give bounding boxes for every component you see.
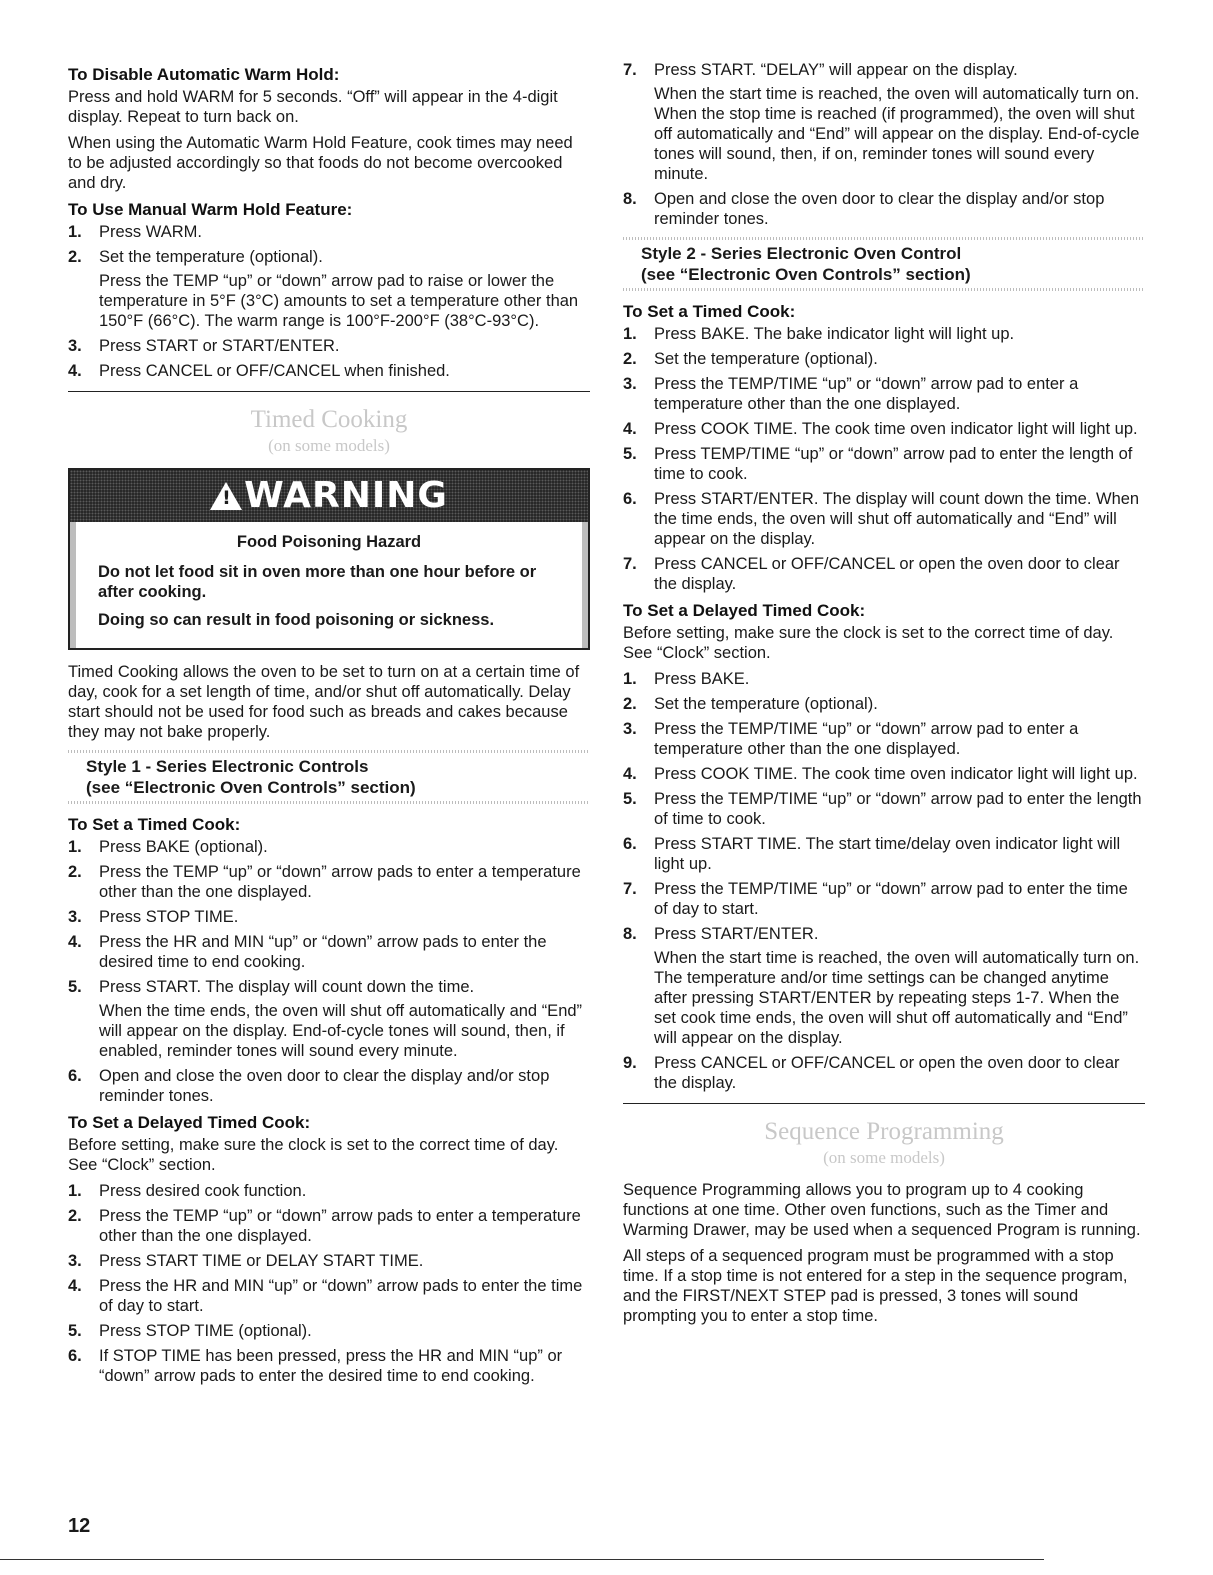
- step-body: [99, 977, 590, 1061]
- step-body: [99, 1276, 590, 1316]
- left-column: [68, 60, 590, 1392]
- step-number: 6.: [68, 1347, 82, 1365]
- step-number: 7.: [623, 61, 637, 79]
- step-item: [68, 1276, 590, 1316]
- warning-triangle-icon: !: [210, 482, 242, 510]
- step-text: Press START or START/ENTER.: [99, 337, 340, 355]
- sequence-programming-text-2: All steps of a sequenced program must be programmed with a stop time. If a stop time is not entered for a step in the sequence program, and the FIRST/NEXT STEP pad is pressed, 3 tones will sound prompting you to enter a stop time.: [623, 1247, 1128, 1325]
- step-body: [654, 764, 1145, 784]
- step-body: [99, 1181, 590, 1201]
- style2-timed-cook-steps: [623, 324, 1145, 594]
- step-item: [68, 932, 590, 972]
- disable-warm-hold-text: Press and hold WARM for 5 seconds. “Off” will appear in the 4-digit display. Repeat to turn back on.: [68, 88, 558, 126]
- step-text: Press the TEMP/TIME “up” or “down” arrow pad to enter the length of time to cook.: [654, 790, 1142, 828]
- step-body: [654, 554, 1145, 594]
- step-number: 3.: [68, 337, 82, 355]
- section-divider: [623, 1103, 1145, 1104]
- step-text: Press the TEMP “up” or “down” arrow pads to enter a temperature other than the one displayed.: [99, 863, 581, 901]
- step-number: 2.: [623, 695, 637, 713]
- step-number: 2.: [68, 863, 82, 881]
- step-item: [623, 694, 1145, 714]
- page-number: 12: [68, 1515, 91, 1537]
- step-text: Press BAKE (optional).: [99, 838, 268, 856]
- manual-warm-hold-steps: [68, 222, 590, 381]
- step-body: [654, 789, 1145, 829]
- step-item: [623, 834, 1145, 874]
- style2-box: [623, 237, 1145, 291]
- step-text: Press START/ENTER.: [654, 925, 819, 943]
- step-body: [654, 1053, 1145, 1093]
- step-number: 5.: [623, 445, 637, 463]
- step-text: Press STOP TIME.: [99, 908, 239, 926]
- step-item: [68, 1206, 590, 1246]
- step-text: If STOP TIME has been pressed, press the HR and MIN “up” or “down” arrow pads to enter the desired time to end cooking.: [99, 1347, 563, 1385]
- step-text: Open and close the oven door to clear the display and/or stop reminder tones.: [654, 190, 1105, 228]
- warning-box: [68, 468, 590, 650]
- disable-warm-hold-heading: To Disable Automatic Warm Hold:: [68, 65, 340, 84]
- step-body: [99, 932, 590, 972]
- step-text: Press BAKE. The bake indicator light will light up.: [654, 325, 1015, 343]
- step-number: 4.: [68, 1277, 82, 1295]
- step-body: [654, 60, 1145, 184]
- step-number: 3.: [68, 908, 82, 926]
- style2-delayed-cook-steps: [623, 669, 1145, 1093]
- step-text: Press WARM.: [99, 223, 202, 241]
- step-text: Set the temperature (optional).: [654, 695, 878, 713]
- step-text: Press COOK TIME. The cook time oven indicator light will light up.: [654, 765, 1138, 783]
- warning-header: [70, 470, 588, 522]
- step-number: 7.: [623, 555, 637, 573]
- style1-timed-cook-steps: [68, 837, 590, 1106]
- style2-timed-cook-heading: To Set a Timed Cook:: [623, 302, 796, 321]
- step-body: [654, 324, 1145, 344]
- step-body: [654, 924, 1145, 1048]
- step-number: 1.: [68, 838, 82, 856]
- step-text: Press BAKE.: [654, 670, 750, 688]
- style1-delayed-cook-steps: [68, 1181, 590, 1386]
- style1-delayed-cook-heading: To Set a Delayed Timed Cook:: [68, 1113, 311, 1132]
- step-item: [68, 1181, 590, 1201]
- step-body: [654, 374, 1145, 414]
- style2-delayed-cook-intro: Before setting, make sure the clock is set to the correct time of day. See “Clock” section.: [623, 624, 1114, 662]
- step-text: Press the HR and MIN “up” or “down” arrow pads to enter the time of day to start.: [99, 1277, 583, 1315]
- step-item: [68, 361, 590, 381]
- step-number: 4.: [68, 362, 82, 380]
- step-text: Press STOP TIME (optional).: [99, 1322, 312, 1340]
- step-number: 6.: [68, 1067, 82, 1085]
- bottom-rule: [0, 1559, 1044, 1560]
- step-item: [68, 247, 590, 331]
- step-text: Press CANCEL or OFF/CANCEL or open the oven door to clear the display.: [654, 1054, 1120, 1092]
- step-item: [623, 444, 1145, 484]
- step-number: 1.: [68, 223, 82, 241]
- step-number: 5.: [68, 978, 82, 996]
- step-number: 2.: [68, 248, 82, 266]
- timed-cooking-intro: Timed Cooking allows the oven to be set to turn on at a certain time of day, cook for a set length of time, and/or shut off automatically. Delay start should not be used for food such as breads and cakes because they may not bake properly.: [68, 663, 580, 741]
- step-body: [654, 879, 1145, 919]
- step-text: Set the temperature (optional).: [654, 350, 878, 368]
- sequence-programming-text-1: Sequence Programming allows you to program up to 4 cooking functions at one time. Other oven functions, such as the Timer and Warming Drawer, may be used when a sequenced Program is running.: [623, 1181, 1141, 1239]
- step-item: [623, 1053, 1145, 1093]
- step-detail: When the start time is reached, the oven will automatically turn on. The temperature and/or time settings can be changed anytime after pressing START/ENTER by repeating steps 1-7. When the set cook time ends, the oven will shut off automatically and “End” will appear on the display.: [654, 949, 1140, 1047]
- step-number: 9.: [623, 1054, 637, 1072]
- style2-delayed-cook-heading: To Set a Delayed Timed Cook:: [623, 601, 866, 620]
- step-number: 2.: [623, 350, 637, 368]
- step-item: [68, 336, 590, 356]
- step-number: 2.: [68, 1207, 82, 1225]
- step-text: Press COOK TIME. The cook time oven indicator light will light up.: [654, 420, 1138, 438]
- step-item: [68, 222, 590, 242]
- warning-text-1: Do not let food sit in oven more than one hour before or after cooking.: [98, 563, 537, 601]
- step-body: [99, 1251, 590, 1271]
- style1-box: [68, 750, 590, 804]
- step-body: [99, 336, 590, 356]
- step-number: 5.: [68, 1322, 82, 1340]
- step-body: [99, 222, 590, 242]
- step-text: Press the TEMP/TIME “up” or “down” arrow pad to enter the time of day to start.: [654, 880, 1128, 918]
- step-text: Press TEMP/TIME “up” or “down” arrow pad to enter the length of time to cook.: [654, 445, 1133, 483]
- step-item: [68, 1251, 590, 1271]
- section-title-sequence-programming: Sequence Programming: [764, 1118, 1004, 1145]
- step-body: [99, 1066, 590, 1106]
- step-item: [623, 349, 1145, 369]
- section-subtitle: (on some models): [823, 1148, 945, 1167]
- step-text: Press the TEMP “up” or “down” arrow pads to enter a temperature other than the one displayed.: [99, 1207, 581, 1245]
- step-item: [623, 879, 1145, 919]
- step-item: [623, 764, 1145, 784]
- step-body: [654, 444, 1145, 484]
- step-number: 5.: [623, 790, 637, 808]
- step-number: 3.: [68, 1252, 82, 1270]
- step-text: Press START. “DELAY” will appear on the display.: [654, 61, 1018, 79]
- step-item: [623, 60, 1145, 184]
- step-number: 4.: [623, 765, 637, 783]
- step-number: 4.: [68, 933, 82, 951]
- step-body: [654, 189, 1145, 229]
- step-number: 6.: [623, 835, 637, 853]
- step-number: 7.: [623, 880, 637, 898]
- warning-text-2: Doing so can result in food poisoning or sickness.: [98, 611, 495, 629]
- warning-title: Food Poisoning Hazard: [236, 533, 422, 551]
- step-item: [623, 789, 1145, 829]
- step-number: 8.: [623, 925, 637, 943]
- section-title-timed-cooking: Timed Cooking: [250, 406, 408, 433]
- step-text: Press desired cook function.: [99, 1182, 307, 1200]
- section-subtitle: (on some models): [268, 436, 390, 455]
- step-text: Press the TEMP/TIME “up” or “down” arrow pad to enter a temperature other than the one displayed.: [654, 720, 1079, 758]
- step-number: 3.: [623, 375, 637, 393]
- step-body: [654, 834, 1145, 874]
- step-text: Press START TIME or DELAY START TIME.: [99, 1252, 424, 1270]
- step-body: [99, 907, 590, 927]
- manual-warm-hold-heading: To Use Manual Warm Hold Feature:: [68, 200, 353, 219]
- step-text: Open and close the oven door to clear the display and/or stop reminder tones.: [99, 1067, 550, 1105]
- step-item: [623, 324, 1145, 344]
- step-text: Press START TIME. The start time/delay oven indicator light will light up.: [654, 835, 1121, 873]
- style1-subtitle: (see “Electronic Oven Controls” section): [86, 778, 416, 797]
- warning-word: WARNING: [244, 475, 448, 516]
- style2-subtitle: (see “Electronic Oven Controls” section): [641, 265, 971, 284]
- step-item: [68, 1066, 590, 1106]
- step-item: [68, 1321, 590, 1341]
- step-item: [623, 374, 1145, 414]
- step-text: Press START/ENTER. The display will count down the time. When the time ends, the oven will shut off automatically and “End” will appear on the display.: [654, 490, 1140, 548]
- step-body: [99, 247, 590, 331]
- step-body: [99, 862, 590, 902]
- step-detail: Press the TEMP “up” or “down” arrow pad to raise or lower the temperature in 5°F (3°C) amounts to set a temperature other than 150°F (66°C). The warm range is 100°F-200°F (38°C-93°C).: [99, 272, 579, 330]
- step-number: 1.: [623, 670, 637, 688]
- step-body: [654, 694, 1145, 714]
- step-number: 1.: [623, 325, 637, 343]
- step-body: [99, 1321, 590, 1341]
- step-body: [654, 489, 1145, 549]
- step-item: [623, 489, 1145, 549]
- step-item: [623, 189, 1145, 229]
- step-body: [99, 361, 590, 381]
- step-detail: When the start time is reached, the oven will automatically turn on. When the stop time is reached (if programmed), the oven will shut off automatically and “End” will appear on the display. End-of-cycle tones will sound, then, if on, reminder tones will sound every minute.: [654, 85, 1140, 183]
- step-item: [623, 554, 1145, 594]
- step-item: [623, 419, 1145, 439]
- step-number: 6.: [623, 490, 637, 508]
- step-body: [99, 837, 590, 857]
- right-column: [623, 60, 1145, 1332]
- warm-hold-note: When using the Automatic Warm Hold Feature, cook times may need to be adjusted accordingly so that foods do not become overcooked and dry.: [68, 134, 573, 192]
- step-item: [68, 907, 590, 927]
- step-number: 4.: [623, 420, 637, 438]
- step-body: [654, 669, 1145, 689]
- section-divider: [68, 391, 590, 392]
- step-detail: When the time ends, the oven will shut off automatically and “End” will appear on the display. End-of-cycle tones will sound, then, if enabled, reminder tones will sound every minute.: [99, 1002, 583, 1060]
- step-item: [68, 977, 590, 1061]
- style2-title: Style 2 - Series Electronic Oven Control: [641, 244, 962, 263]
- step-number: 1.: [68, 1182, 82, 1200]
- step-item: [623, 669, 1145, 689]
- step-item: [68, 862, 590, 902]
- step-body: [654, 419, 1145, 439]
- step-text: Press START. The display will count down the time.: [99, 978, 475, 996]
- step-text: Press the HR and MIN “up” or “down” arrow pads to enter the desired time to end cooking.: [99, 933, 547, 971]
- step-text: Press the TEMP/TIME “up” or “down” arrow pad to enter a temperature other than the one displayed.: [654, 375, 1079, 413]
- style1-delayed-cook-steps-continued: [623, 60, 1145, 229]
- step-body: [99, 1346, 590, 1386]
- style1-timed-cook-heading: To Set a Timed Cook:: [68, 815, 241, 834]
- step-number: 3.: [623, 720, 637, 738]
- step-number: 8.: [623, 190, 637, 208]
- step-item: [68, 1346, 590, 1386]
- step-item: [623, 719, 1145, 759]
- step-text: Press CANCEL or OFF/CANCEL when finished.: [99, 362, 450, 380]
- style1-title: Style 1 - Series Electronic Controls: [86, 757, 369, 776]
- warning-body: [70, 522, 588, 648]
- step-item: [623, 924, 1145, 1048]
- step-text: Press CANCEL or OFF/CANCEL or open the oven door to clear the display.: [654, 555, 1120, 593]
- step-body: [654, 719, 1145, 759]
- step-body: [654, 349, 1145, 369]
- step-text: Set the temperature (optional).: [99, 248, 323, 266]
- step-item: [68, 837, 590, 857]
- step-body: [99, 1206, 590, 1246]
- style1-delayed-cook-intro: Before setting, make sure the clock is set to the correct time of day. See “Clock” section.: [68, 1136, 559, 1174]
